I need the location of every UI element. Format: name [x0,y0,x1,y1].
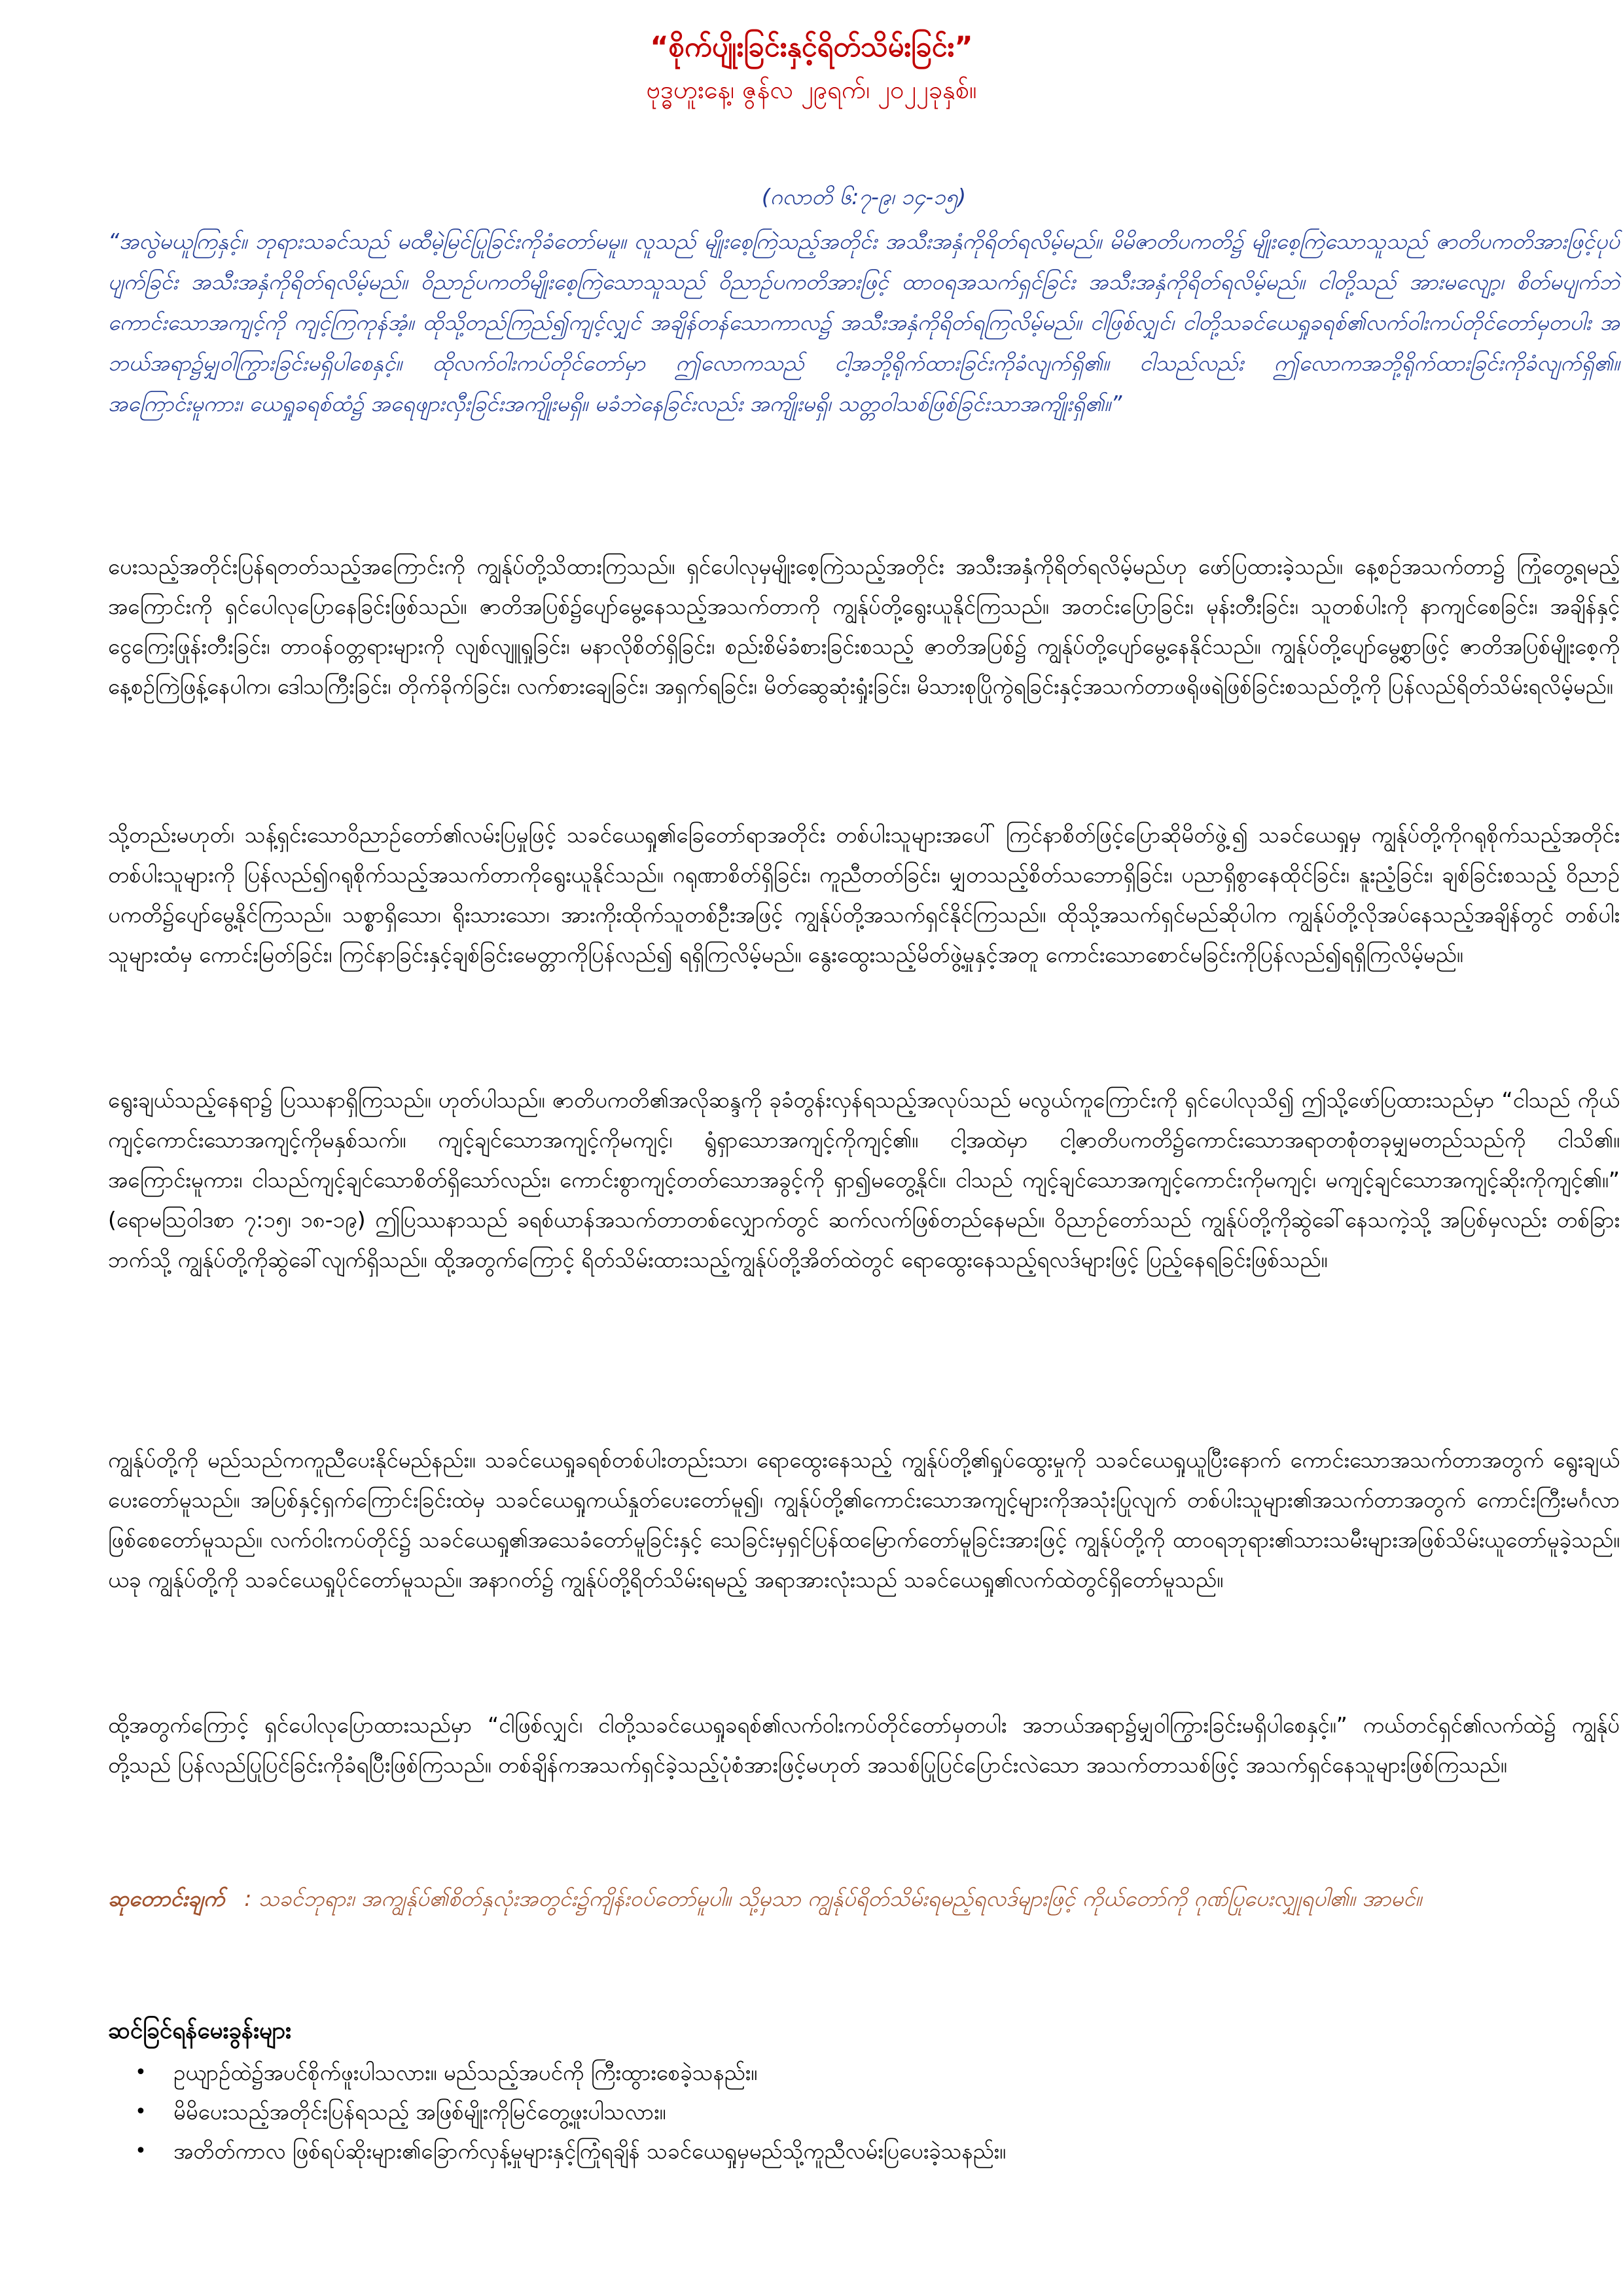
scripture-text: “အလွဲမယူကြနှင့်။ ဘုရားသခင်သည် မထီမဲ့မြင်ပြုခြင်းကိုခံတော်မမူ။ လူသည် မျိုးစေ့ကြဲသည့်အတိုင်း အသီးအနှံကိုရိတ်ရလိမ့်မည်။ မိမိဇာတိပကတိ၌ မျိုးစေ့ကြဲသောသူသည် ဇာတိပကတိအားဖြင့်ပုပ်ပျက်ခြင်း အသီးအနှံကိုရိတ်ရလိမ့်မည်။ ဝိညာဉ်ပကတိမျိုးစေ့ကြဲသောသူသည် ဝိညာဉ်ပကတိအားဖြင့် ထာဝရအသက်ရှင်ခြင်း အသီးအနှံကိုရိတ်ရလိမ့်မည်။ ငါတို့သည် အားမလျော့၊ စိတ်မပျက်ဘဲကောင်းသောအကျင့်ကို ကျင့်ကြကုန်အံ့။ ထိုသို့တည်ကြည်၍ကျင့်လျှင် အချိန်တန်သောကာလ၌ အသီးအနှံကိုရိတ်ရကြလိမ့်မည်။ ငါဖြစ်လျှင်၊ ငါတို့သခင်ယေရှုခရစ်၏လက်ဝါးကပ်တိုင်တော်မှတပါး အဘယ်အရာ၌မျှဝါကြွားခြင်းမရှိပါစေနှင့်။ ထိုလက်ဝါးကပ်တိုင်တော်မှာ ဤလောကသည် ငါ့အဘို့ရိုက်ထားခြင်းကိုခံလျက်ရှိ၏။ ငါသည်လည်း ဤလောကအဘို့ရိုက်ထားခြင်းကိုခံလျက်ရှိ၏။ အကြောင်းမူကား၊ ယေရှုခရစ်ထံ၌ အရေဖျားလှီးခြင်းအကျိုးမရှိ။ မခံဘဲနေခြင်းလည်း အကျိုးမရှိ၊ သတ္တဝါသစ်ဖြစ်ခြင်းသာအကျိုးရှိ၏။” [108,228,1620,416]
body-paragraph-1: ပေးသည့်အတိုင်းပြန်ရတတ်သည့်အကြောင်းကို ကျွန်ုပ်တို့သိထားကြသည်။ ရှင်ပေါလုမှမျိုးစေ့ကြဲသည့်အတိုင်း အသီးအနှံကိုရိတ်ရလိမ့်မည်ဟု ဖော်ပြထားခဲ့သည်။ နေ့စဉ်အသက်တာ၌ ကြုံတွေ့ရမည့်အကြောင်းကို ရှင်ပေါလုပြောနေခြင်းဖြစ်သည်။ ဇာတိအပြစ်၌ပျော်မွေ့နေသည့်အသက်တာကို ကျွန်ုပ်တို့ရွေးယူနိုင်ကြသည်။ အတင်းပြောခြင်း၊ မုန်းတီးခြင်း၊ သူတစ်ပါးကို နာကျင်စေခြင်း၊ အချိန်နှင့်ငွေကြေးဖြုန်းတီးခြင်း၊ တာဝန်ဝတ္တရားများကို လျစ်လျူရှုခြင်း၊ မနာလိုစိတ်ရှိခြင်း၊ စည်းစိမ်ခံစားခြင်းစသည့် ဇာတိအပြစ်၌ ကျွန်ုပ်တို့ပျော်မွေ့နေနိုင်သည်။ ကျွန်ုပ်တို့ပျော်မွေ့စွာဖြင့် ဇာတိအပြစ်မျိုးစေ့ကိုနေ့စဉ်ကြဲဖြန့်နေပါက၊ ဒေါသကြီးခြင်း၊ တိုက်ခိုက်ခြင်း၊ လက်စားချေခြင်း၊ အရှက်ရခြင်း၊ မိတ်ဆွေဆုံးရှုံးခြင်း၊ မိသားစုပြိုကွဲရခြင်းနှင့်အသက်တာဖရိုဖရဲဖြစ်ခြင်းစသည်တို့ကို ပြန်လည်ရိတ်သိမ်းရလိမ့်မည်။ [108,554,1620,699]
bullet-icon: • [135,2100,147,2123]
body-paragraph-3: ရွေးချယ်သည့်နေရာ၌ ပြဿနာရှိကြသည်။ ဟုတ်ပါသည်။ ဇာတိပကတိ၏အလိုဆန္ဒကို ခုခံတွန်းလှန်ရသည့်အလုပ်သည် မလွယ်ကူကြောင်းကို ရှင်ပေါလုသိ၍ ဤသို့ဖော်ပြထားသည်မှာ “ငါသည် ကိုယ်ကျင့်ကောင်းသောအကျင့်ကိုမနှစ်သက်။ ကျင့်ချင်သောအကျင့်ကိုမကျင့်၊ ရွံရှာသောအကျင့်ကိုကျင့်၏။ ငါ့အထဲမှာ ငါ့ဇာတိပကတိ၌ကောင်းသောအရာတစုံတခုမျှမတည်သည်ကို ငါသိ၏။ အကြောင်းမူကား၊ ငါသည်ကျင့်ချင်သောစိတ်ရှိသော်လည်း၊ ကောင်းစွာကျင့်တတ်သောအခွင့်ကို ရှာ၍မတွေ့နိုင်။ ငါသည် ကျင့်ချင်သောအကျင့်ကောင်းကိုမကျင့်၊ မကျင့်ချင်သောအကျင့်ဆိုးကိုကျင့်၏။” (ရောမဩဝါဒစာ ၇:၁၅၊ ၁၈-၁၉) ဤပြဿနာသည် ခရစ်ယာန်အသက်တာတစ်လျှောက်တွင် ဆက်လက်ဖြစ်တည်နေမည်။ ဝိညာဉ်တော်သည် ကျွန်ုပ်တို့ကိုဆွဲခေါ်နေသကဲ့သို့ အပြစ်မှလည်း တစ်ခြားဘက်သို့ ကျွန်ုပ်တို့ကိုဆွဲခေါ်လျက်ရှိသည်။ ထို့အတွက်ကြောင့် ရိတ်သိမ်းထားသည့်ကျွန်ုပ်တို့အိတ်ထဲတွင် ရောထွေးနေသည့်ရလဒ်များဖြင့် ပြည့်နေရခြင်းဖြစ်သည်။ [108,1087,1620,1272]
scripture-reference: (ဂလာတိ ၆:၇-၉၊ ၁၄-၁၅) [761,184,967,209]
page-date: ဗုဒ္ဓဟူးနေ့၊ ဇွန်လ ၂၉ရက်၊ ၂၀၂၂ခုနှစ်။ [646,75,977,104]
bullet-icon: • [135,2061,147,2084]
prayer-section [108,1878,1620,1919]
bullet-icon: • [135,2140,147,2162]
question-text: မိမိပေးသည့်အတိုင်းပြန်ရသည့် အဖြစ်မျိုးကိုမြင်တွေ့ဖူးပါသလား။ [173,2099,666,2125]
body-paragraph-4: ကျွန်ုပ်တို့ကို မည်သည်ကကူညီပေးနိုင်မည်နည်း။ သခင်ယေရှုခရစ်တစ်ပါးတည်းသာ၊ ရောထွေးနေသည့် ကျွန်ုပ်တို့၏ရှုပ်ထွေးမှုကို သခင်ယေရှုယူပြီးနောက် ကောင်းသောအသက်တာအတွက် ရွေးချယ်ပေးတော်မူသည်။ အပြစ်နှင့်ရှက်ကြောင်းခြင်းထဲမှ သခင်ယေရှုကယ်နှုတ်ပေးတော်မူ၍၊ ကျွန်ုပ်တို့၏ကောင်းသောအကျင့်များကိုအသုံးပြုလျက် တစ်ပါးသူများ၏အသက်တာအတွက် ကောင်းကြီးမင်္ဂလာဖြစ်စေတော်မူသည်။ လက်ဝါးကပ်တိုင်၌ သခင်ယေရှု၏အသေခံတော်မူခြင်းနှင့် သေခြင်းမှရှင်ပြန်ထမြောက်တော်မူခြင်းအားဖြင့် ကျွန်ုပ်တို့ကို ထာဝရဘုရား၏သားသမီးများအဖြစ်သိမ်းယူတော်မူခဲ့သည်။ ယခု ကျွန်ုပ်တို့ကို သခင်ယေရှုပိုင်တော်မူသည်။ အနာဂတ်၌ ကျွန်ုပ်တို့ရိတ်သိမ်းရမည့် အရာအားလုံးသည် သခင်ယေရှု၏လက်ထဲတွင်ရှိတော်မူသည်။ [108,1447,1620,1592]
scripture-passage [108,177,1620,424]
list-item [135,2092,1620,2132]
question-text: ဥယျာဉ်ထဲ၌အပင်စိုက်ဖူးပါသလား။ မည်သည့်အပင်ကို ကြီးထွားစေခဲ့သနည်း။ [173,2060,758,2085]
questions-heading: ဆင်ခြင်ရန်မေးခွန်းများ [108,2018,291,2044]
list-item [135,2053,1620,2092]
reflection-questions [108,2013,1620,2171]
questions-list [108,2053,1620,2171]
prayer-text: : သခင်ဘုရား၊ အကျွန်ုပ်၏စိတ်နှလုံးအတွင်း၌ကျိန်းဝပ်တော်မူပါ။ သို့မှသာ ကျွန်ုပ်ရိတ်သိမ်းရမည့်ရလဒ်များဖြင့် ကိုယ်တော်ကို ဂုဏ်ပြုပေးလျှုရပါ၏။ အာမင်။ [244,1886,1422,1911]
page-title: “စိုက်ပျိုးခြင်းနှင့်ရိတ်သိမ်းခြင်း” [650,31,973,63]
question-text: အတိတ်ကာလ ဖြစ်ရပ်ဆိုးများ၏ခြောက်လှန့်မှုများနှင့်ကြုံရချိန် သခင်ယေရှုမှမည်သို့ကူညီလမ်းပြပေးခဲ့သနည်း။ [173,2138,1007,2164]
body-paragraph-2: သို့တည်းမဟုတ်၊ သန့်ရှင်းသောဝိညာဉ်တော်၏လမ်းပြမှုဖြင့် သခင်ယေရှု၏ခြေတော်ရာအတိုင်း တစ်ပါးသူများအပေါ် ကြင်နာစိတ်ဖြင့်ပြောဆိုမိတ်ဖွဲ့၍ သခင်ယေရှုမှ ကျွန်ုပ်တို့ကိုဂရုစိုက်သည့်အတိုင်း တစ်ပါးသူများကို ပြန်လည်၍ဂရုစိုက်သည့်အသက်တာကိုရွေးယူနိုင်သည်။ ဂရုဏာစိတ်ရှိခြင်း၊ ကူညီတတ်ခြင်း၊ မျှတသည့်စိတ်သဘောရှိခြင်း၊ ပညာရှိစွာနေထိုင်ခြင်း၊ နူးညံ့ခြင်း၊ ချစ်ခြင်းစသည့် ဝိညာဉ်ပကတိ၌ပျော်မွေ့နိုင်ကြသည်။ သစ္စာရှိသော၊ ရိုးသားသော၊ အားကိုးထိုက်သူတစ်ဦးအဖြင့် ကျွန်ုပ်တို့အသက်ရှင်နိုင်ကြသည်။ ထိုသို့အသက်ရှင်မည်ဆိုပါက ကျွန်ုပ်တို့လိုအပ်နေသည့်အချိန်တွင် တစ်ပါးသူများထံမှ ကောင်းမြတ်ခြင်း၊ ကြင်နာခြင်းနှင့်ချစ်ခြင်းမေတ္တာကိုပြန်လည်၍ ရရှိကြလိမ့်မည်။ နွေးထွေးသည့်မိတ်ဖွဲ့မှုနှင့်အတူ ကောင်းသောစောင်မခြင်းကိုပြန်လည်၍ရရှိကြလိမ့်မည်။ [108,822,1620,967]
list-item [135,2132,1620,2171]
body-paragraph-5: ထို့အတွက်ကြောင့် ရှင်ပေါလုပြောထားသည်မှာ “ငါဖြစ်လျှင်၊ ငါတို့သခင်ယေရှုခရစ်၏လက်ဝါးကပ်တိုင်တော်မှတပါး အဘယ်အရာ၌မျှဝါကြွားခြင်းမရှိပါစေနှင့်။” ကယ်တင်ရှင်၏လက်ထဲ၌ ကျွန်ုပ်တို့သည် ပြန်လည်ပြုပြင်ခြင်းကိုခံရပြီးဖြစ်ကြသည်။ တစ်ချိန်ကအသက်ရှင်ခဲ့သည့်ပုံစံအားဖြင့်မဟုတ် အသစ်ပြုပြင်ပြောင်းလဲသော အသက်တာသစ်ဖြင့် အသက်ရှင်နေသူများဖြစ်ကြသည်။ [108,1712,1620,1778]
prayer-label: ဆုတောင်းချက် [108,1886,225,1911]
